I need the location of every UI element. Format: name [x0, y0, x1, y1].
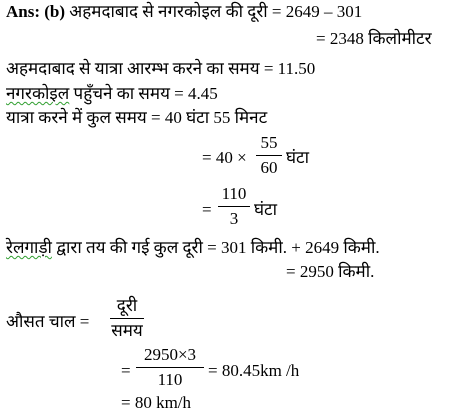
time-conversion-lhs: = 40 × [202, 148, 247, 167]
fraction-bar [218, 206, 250, 207]
calc-numerator: 2950×3 [143, 345, 197, 364]
calc-fraction [136, 345, 204, 390]
time-result-lhs: = [202, 200, 212, 219]
avg-speed-label: औसत चाल = [6, 312, 90, 331]
final-speed: = 80 km/h [121, 393, 192, 412]
calc-denominator: 110 [157, 370, 183, 389]
total-distance-result: = 2950 किमी. [286, 262, 375, 281]
time-fraction [256, 133, 282, 178]
time-fraction-numerator: 55 [260, 133, 278, 152]
distance-result: = 2348 किलोमीटर [316, 29, 432, 48]
start-time-line: अहमदाबाद से यात्रा आरम्भ करने का समय = 11.50 [6, 59, 316, 78]
answer-label: Ans: [6, 2, 41, 21]
distance-text: अहमदाबाद से नगरकोइल की दूरी = 2649 – 301 [69, 2, 363, 21]
calc-lhs: = [121, 361, 131, 380]
answer-option: (b) [44, 2, 66, 21]
train-word: रेलगाड़ी [6, 238, 52, 257]
fraction-bar [110, 318, 144, 319]
time-result-fraction [218, 184, 250, 229]
speed-denominator: समय [111, 321, 143, 340]
speed-fraction [110, 296, 144, 341]
speed-numerator: दूरी [116, 296, 138, 315]
arrival-time-text: पहुँचने का समय = 4.45 [73, 84, 218, 103]
time-fraction-denominator: 60 [260, 158, 278, 177]
time-unit: घंटा [286, 148, 310, 167]
time-result-numerator: 110 [221, 184, 247, 203]
time-result-unit: घंटा [254, 200, 278, 219]
fraction-bar [136, 367, 204, 368]
total-time-line: यात्रा करने में कुल समय = 40 घंटा 55 मिनट [6, 108, 268, 127]
time-result-denominator: 3 [229, 209, 239, 228]
calc-result: = 80.45km /h [208, 361, 300, 380]
fraction-bar [256, 155, 282, 156]
place-name: नगरकोइल [6, 84, 70, 103]
total-distance-line [6, 238, 380, 258]
arrival-time-line [6, 84, 218, 104]
total-distance-text: द्वारा तय की गई कुल दूरी = 301 किमी. + 2649 किमी. [56, 238, 380, 257]
answer-line-distance [6, 2, 362, 22]
